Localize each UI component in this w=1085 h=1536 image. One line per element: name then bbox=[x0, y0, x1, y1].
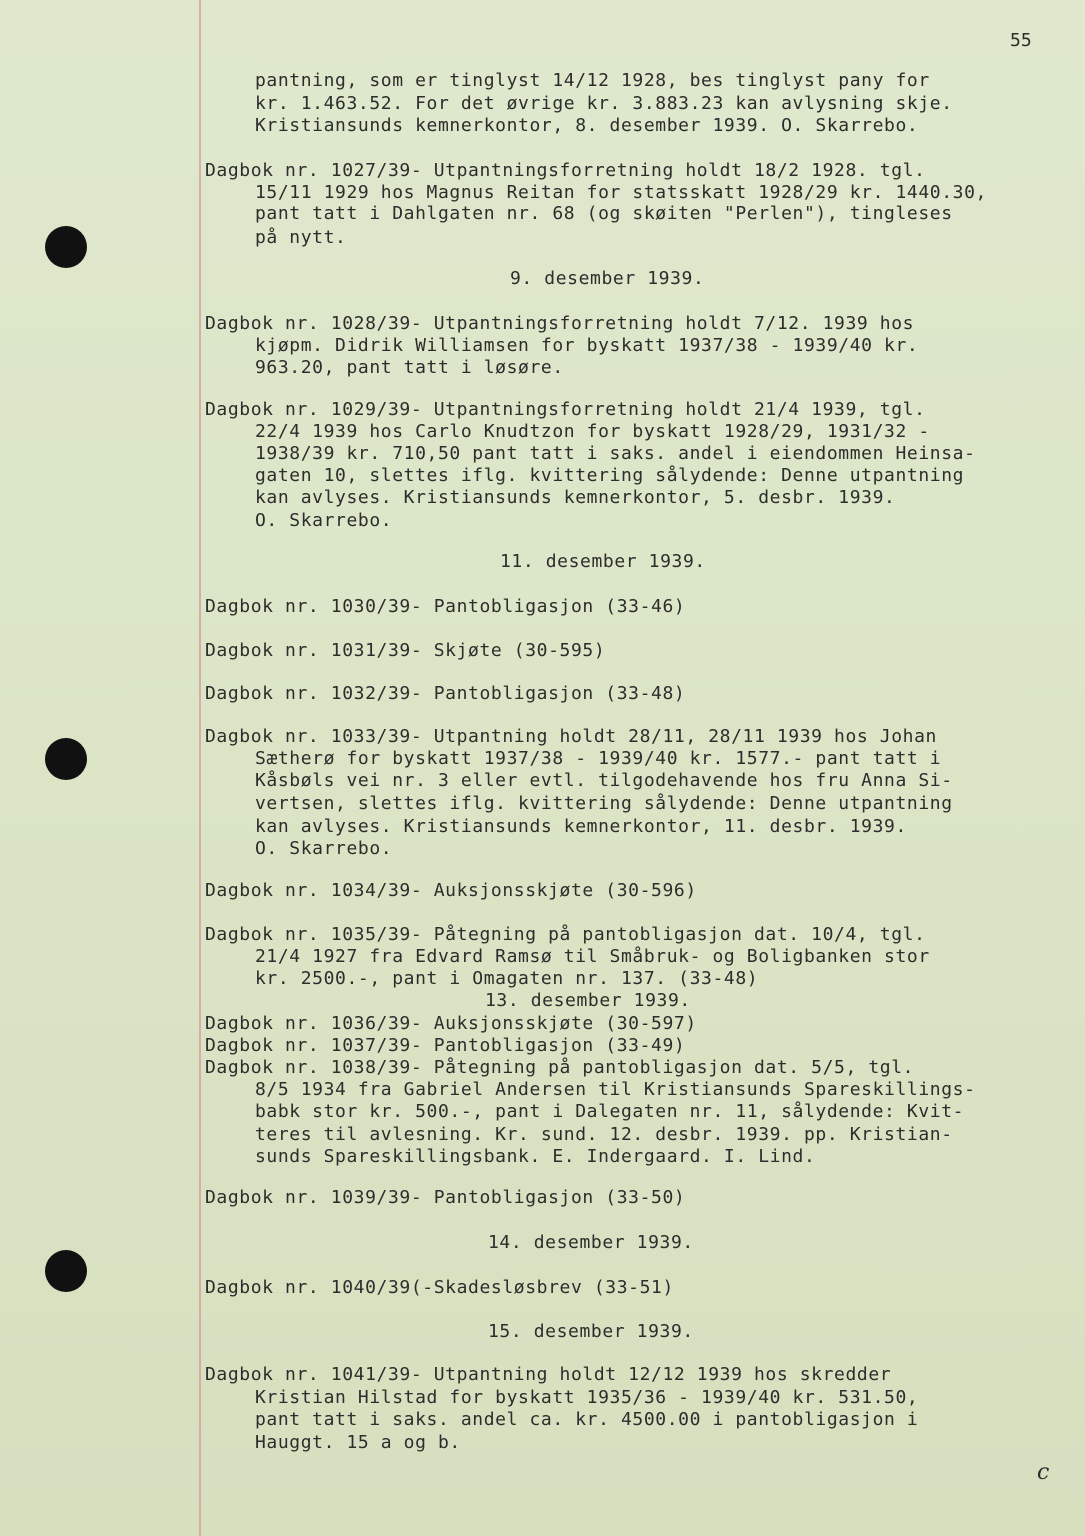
text-line: 15/11 1929 hos Magnus Reitan for statsskatt 1928/29 kr. 1440.30, bbox=[255, 182, 987, 203]
entry-heading: Dagbok nr. 1035/39- Påtegning på pantobligasjon dat. 10/4, tgl. bbox=[205, 924, 926, 945]
text-line: sunds Spareskillingsbank. E. Indergaard. I. Lind. bbox=[255, 1146, 816, 1167]
text-line: kan avlyses. Kristiansunds kemnerkontor, 11. desbr. 1939. bbox=[255, 816, 907, 837]
text-line: 21/4 1927 fra Edvard Ramsø til Småbruk- og Boligbanken stor bbox=[255, 946, 930, 967]
entry-heading: Dagbok nr. 1028/39- Utpantningsforretning holdt 7/12. 1939 hos bbox=[205, 313, 915, 334]
entry-heading: Dagbok nr. 1041/39- Utpantning holdt 12/12 1939 hos skredder bbox=[205, 1364, 892, 1385]
entry-heading: Dagbok nr. 1033/39- Utpantning holdt 28/11, 28/11 1939 hos Johan bbox=[205, 726, 937, 747]
entry-heading: Dagbok nr. 1038/39- Påtegning på pantobligasjon dat. 5/5, tgl. bbox=[205, 1057, 915, 1078]
text-line: vertsen, slettes iflg. kvittering sålydende: Denne utpantning bbox=[255, 793, 953, 814]
date-heading: 9. desember 1939. bbox=[510, 268, 705, 289]
text-line: pant tatt i Dahlgaten nr. 68 (og skøiten "Perlen"), tingleses bbox=[255, 203, 953, 224]
text-line: 1938/39 kr. 710,50 pant tatt i saks. andel i eiendommen Heinsa- bbox=[255, 443, 976, 464]
date-heading: 15. desember 1939. bbox=[488, 1321, 694, 1342]
text-line: kr. 1.463.52. For det øvrige kr. 3.883.23 kan avlysning skje. bbox=[255, 93, 953, 114]
entry-heading: Dagbok nr. 1034/39- Auksjonsskjøte (30-596) bbox=[205, 880, 697, 901]
entry-heading: Dagbok nr. 1039/39- Pantobligasjon (33-50) bbox=[205, 1187, 686, 1208]
text-line: pant tatt i saks. andel ca. kr. 4500.00 i pantobligasjon i bbox=[255, 1409, 919, 1430]
punch-hole bbox=[45, 738, 87, 780]
entry-heading: Dagbok nr. 1032/39- Pantobligasjon (33-48) bbox=[205, 683, 686, 704]
margin-rule bbox=[199, 0, 201, 1536]
text-line: Sætherø for byskatt 1937/38 - 1939/40 kr. 1577.- pant tatt i bbox=[255, 748, 942, 769]
text-line: O. Skarrebo. bbox=[255, 510, 393, 531]
text-line: 8/5 1934 fra Gabriel Andersen til Kristiansunds Spareskillings- bbox=[255, 1079, 976, 1100]
page-number: 55 bbox=[1010, 30, 1032, 51]
text-line: pantning, som er tinglyst 14/12 1928, bes tinglyst pany for bbox=[255, 70, 930, 91]
text-line: O. Skarrebo. bbox=[255, 838, 393, 859]
date-heading: 13. desember 1939. bbox=[485, 990, 691, 1011]
text-line: kjøpm. Didrik Williamsen for byskatt 1937/38 - 1939/40 kr. bbox=[255, 335, 919, 356]
date-heading: 14. desember 1939. bbox=[488, 1232, 694, 1253]
text-line: 22/4 1939 hos Carlo Knudtzon for byskatt 1928/29, 1931/32 - bbox=[255, 421, 930, 442]
text-line: kan avlyses. Kristiansunds kemnerkontor, 5. desbr. 1939. bbox=[255, 487, 896, 508]
text-line: på nytt. bbox=[255, 227, 347, 248]
text-line: Kåsbøls vei nr. 3 eller evtl. tilgodehavende hos fru Anna Si- bbox=[255, 770, 953, 791]
text-line: 963.20, pant tatt i løsøre. bbox=[255, 357, 564, 378]
text-line: kr. 2500.-, pant i Omagaten nr. 137. (33-48) bbox=[255, 968, 759, 989]
entry-heading: Dagbok nr. 1040/39(-Skadesløsbrev (33-51) bbox=[205, 1277, 674, 1298]
entry-heading: Dagbok nr. 1036/39- Auksjonsskjøte (30-597) bbox=[205, 1013, 697, 1034]
punch-hole bbox=[45, 226, 87, 268]
handwritten-mark: c bbox=[1037, 1460, 1050, 1485]
entry-heading: Dagbok nr. 1029/39- Utpantningsforretning holdt 21/4 1939, tgl. bbox=[205, 399, 926, 420]
text-line: teres til avlesning. Kr. sund. 12. desbr. 1939. pp. Kristian- bbox=[255, 1124, 953, 1145]
date-heading: 11. desember 1939. bbox=[500, 551, 706, 572]
entry-heading: Dagbok nr. 1037/39- Pantobligasjon (33-49) bbox=[205, 1035, 686, 1056]
text-line: babk stor kr. 500.-, pant i Dalegaten nr. 11, sålydende: Kvit- bbox=[255, 1101, 965, 1122]
text-line: Hauggt. 15 a og b. bbox=[255, 1432, 461, 1453]
punch-hole bbox=[45, 1250, 87, 1292]
text-line: Kristiansunds kemnerkontor, 8. desember 1939. O. Skarrebo. bbox=[255, 115, 919, 136]
entry-heading: Dagbok nr. 1031/39- Skjøte (30-595) bbox=[205, 640, 606, 661]
entry-heading: Dagbok nr. 1027/39- Utpantningsforretning holdt 18/2 1928. tgl. bbox=[205, 160, 926, 181]
text-line: Kristian Hilstad for byskatt 1935/36 - 1939/40 kr. 531.50, bbox=[255, 1387, 919, 1408]
entry-heading: Dagbok nr. 1030/39- Pantobligasjon (33-46) bbox=[205, 596, 686, 617]
text-line: gaten 10, slettes iflg. kvittering sålydende: Denne utpantning bbox=[255, 465, 965, 486]
